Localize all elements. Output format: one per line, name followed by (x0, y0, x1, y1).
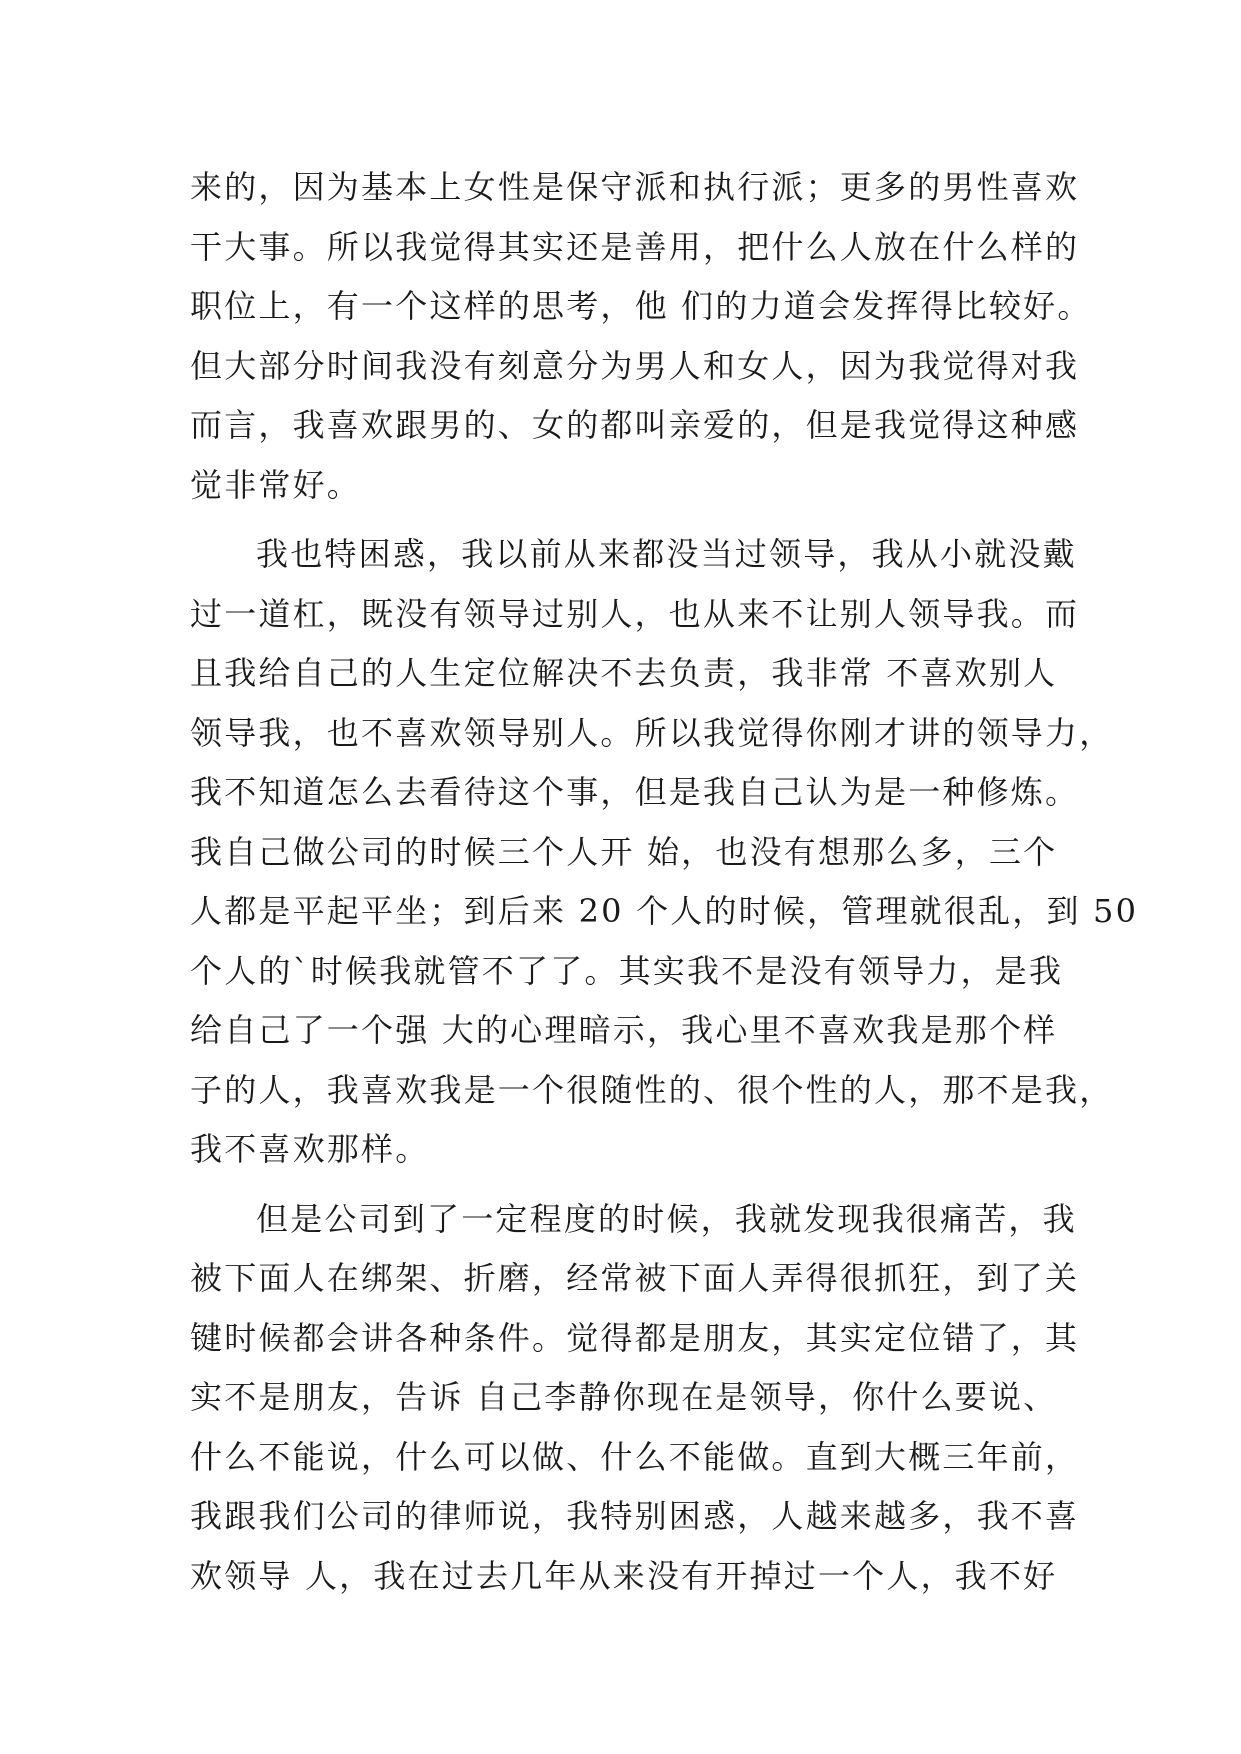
paragraph-1 (190, 158, 1092, 515)
text-line: 个人的`时候我就管不了了。其实我不是没有领导力，是我 (190, 951, 1064, 990)
text-line: 什么不能说，什么可以做、什么不能做。直到大概三年前， (190, 1437, 1080, 1476)
text-line: 干大事。所以我觉得其实还是善用，把什么人放在什么样的 (190, 227, 1080, 266)
text-line: 但大部分时间我没有刻意分为男人和女人，因为我觉得对我 (190, 346, 1080, 385)
text-line: 职位上，有一个这样的思考，他 们的力道会发挥得比较好。 (190, 287, 1092, 325)
text-line: 我不知道怎么去看待这个事，但是我自己认为是一种修炼。 (190, 773, 1080, 811)
text-line: 人都是平起平坐；到后来 20 个人的时候，管理就很乱，到 50 (190, 892, 1139, 930)
text-line: 我也特困惑，我以前从来都没当过领导，我从小就没戴 (256, 535, 1077, 573)
text-line: 我不喜欢那样。 (190, 1130, 430, 1168)
text-line: 实不是朋友，告诉 自己李静你现在是领导，你什么要说、 (190, 1378, 1058, 1416)
document-body (190, 158, 1139, 1616)
paragraph-3 (190, 1190, 1080, 1607)
text-line: 觉非常好。 (190, 465, 362, 504)
text-line: 子的人，我喜欢我是一个很随性的、很个性的人，那不是我， (190, 1070, 1114, 1109)
text-line: 被下面人在绑架、折磨，经常被下面人弄得很抓狂，到了关 (190, 1259, 1080, 1297)
paragraph-2 (190, 525, 1139, 1180)
text-line: 欢领导 人，我在过去几年从来没有开掉过一个人，我不好 (190, 1556, 1058, 1595)
text-line: 给自己了一个强 大的心理暗示，我心里不喜欢我是那个样 (190, 1011, 1058, 1049)
text-line: 过一道杠，既没有领导过别人，也从来不让别人领导我。而 (190, 594, 1080, 633)
text-line: 而言，我喜欢跟男的、女的都叫亲爱的，但是我觉得这种感 (190, 406, 1080, 444)
text-line: 我自己做公司的时候三个人开 始，也没有想那么多，三个 (190, 832, 1058, 871)
text-line: 但是公司到了一定程度的时候，我就发现我很痛苦，我 (256, 1199, 1077, 1238)
text-line: 领导我，也不喜欢领导别人。所以我觉得你刚才讲的领导力， (190, 713, 1114, 752)
text-line: 我跟我们公司的律师说，我特别困惑，人越来越多，我不喜 (190, 1497, 1080, 1535)
text-line: 来的，因为基本上女性是保守派和执行派；更多的男性喜欢 (190, 168, 1080, 206)
text-line: 键时候都会讲各种条件。觉得都是朋友，其实定位错了，其 (190, 1318, 1080, 1357)
text-line: 且我给自己的人生定位解决不去负责，我非常 不喜欢别人 (190, 654, 1058, 692)
